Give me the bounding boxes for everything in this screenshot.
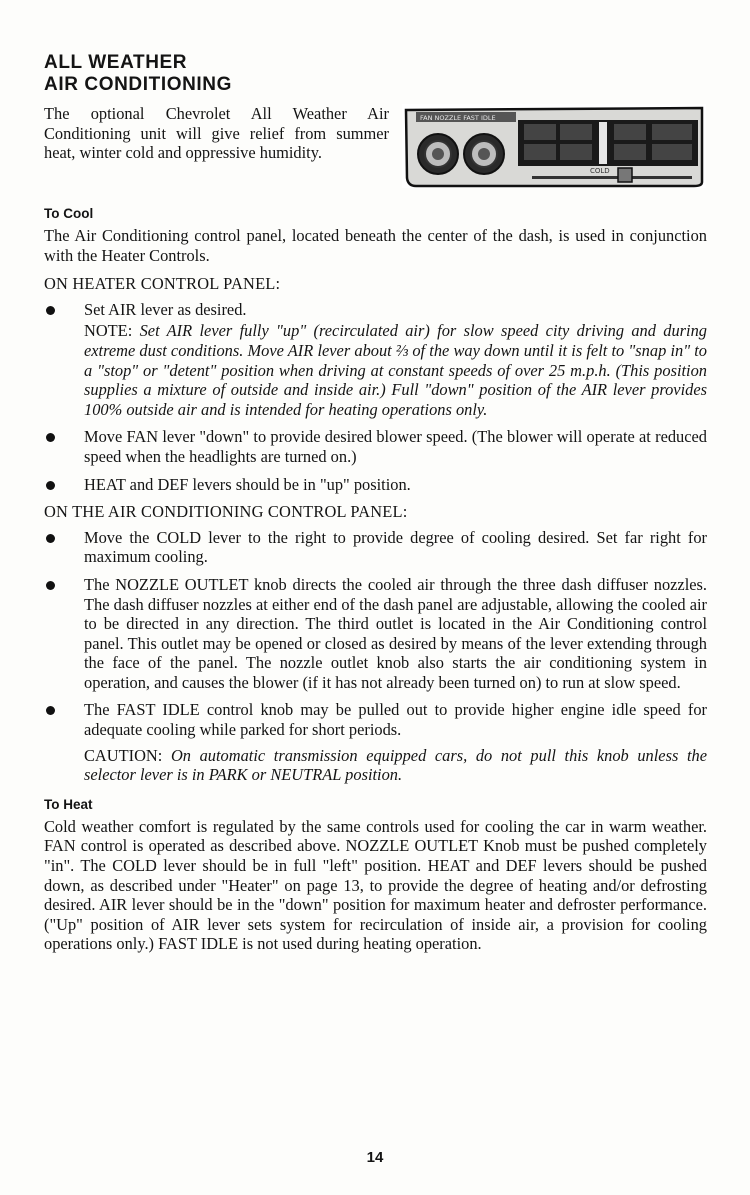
section-heading (44, 52, 232, 96)
bullet-text: Move the COLD lever to the right to provide degree of cooling desired. Set far right for maximum cooling. (84, 527, 707, 567)
list-item (44, 700, 707, 739)
photo-slider-label: COLD (590, 167, 610, 175)
list-item (44, 475, 707, 495)
note-text: Set AIR lever fully "up" (recirculated air) for slow speed city driving and during extreme dust conditions. Move AIR lever about ⅔ of the way down until it is felt to "snap in" to a "stop" or "detent" position when driving at constant speeds of over 25 m.p.h. (This position supplies a mixture of outside and inside air.) Full "down" position of the AIR lever provides 100% outside air and is intended for heating operations only. (84, 321, 707, 419)
to-heat-heading: To Heat (44, 796, 93, 812)
list-item (44, 528, 707, 567)
caution-note (44, 746, 707, 785)
control-panel-photo (402, 104, 706, 188)
intro-paragraph: The optional Chevrolet All Weather Air Conditioning unit will give relief from summer heat, winter cold and oppressive humidity. (44, 104, 389, 163)
bullet-text: The FAST IDLE control knob may be pulled out to provide higher engine idle speed for adequate cooling while parked for short periods. (84, 700, 707, 740)
heading-line-1: ALL WEATHER (44, 52, 188, 73)
bullet-text: The NOZZLE OUTLET knob directs the cooled air through the three dash diffuser nozzles. The dash diffuser nozzles at either end of the dash panel are adjustable, allowing the cooled air to be directed in any direction. The third outlet is located in the Air Conditioning control panel. This outlet may be opened or closed as desired by means of the lever extending through the face of the panel. The nozzle outlet knob also starts the air conditioning system in operation, and causes the blower (if it has not already been turned on) to run at slow speed. (84, 574, 707, 692)
bullet-dot (46, 433, 55, 442)
air-lever-note (84, 321, 707, 419)
heading-line-2: AIR CONDITIONING (44, 74, 232, 95)
heater-panel-heading: ON HEATER CONTROL PANEL: (44, 274, 281, 294)
heat-paragraph: Cold weather comfort is regulated by the same controls used for cooling the car in warm weather. FAN control is operated as described above. NOZZLE OUTLET Knob must be pushed completely "in". The COLD lever should be in full "left" position. HEAT and DEF levers should be pushed down, as described under "Heater" on page 13, to provide the degree of heating and/or defrosting desired. AIR lever should be in the "down" position for maximum heater and defroster performance. ("Up" position of AIR lever sets system for recirculation of inside air, a provision for cooling operations only.) FAST IDLE is not used during heating operation. (44, 816, 707, 954)
bullet-dot (46, 581, 55, 590)
list-item (44, 300, 707, 420)
to-cool-heading: To Cool (44, 206, 94, 221)
main-content (44, 204, 707, 954)
caution-text: On automatic transmission equipped cars, do not pull this knob unless the selector lever is in PARK or NEUTRAL position. (84, 745, 707, 785)
bullet-text: HEAT and DEF levers should be in "up" position. (84, 474, 411, 494)
note-label: NOTE: (84, 321, 133, 341)
bullet-text: Move FAN lever "down" to provide desired blower speed. (The blower will operate at reduced speed when the headlights are turned on.) (84, 427, 707, 466)
bullet-dot (46, 481, 55, 490)
caution-label: CAUTION: (84, 745, 163, 765)
ac-panel-heading: ON THE AIR CONDITIONING CONTROL PANEL: (44, 502, 408, 522)
bullet-dot (46, 534, 55, 543)
cool-intro: The Air Conditioning control panel, located beneath the center of the dash, is used in conjunction with the Heater Controls. (44, 226, 707, 265)
list-item (44, 575, 707, 693)
page-number: 14 (366, 1149, 384, 1166)
bullet-dot (46, 306, 55, 315)
bullet-dot (46, 706, 55, 715)
list-item (44, 427, 707, 466)
photo-top-label: FAN NOZZLE FAST IDLE (420, 114, 496, 122)
bullet-text: Set AIR lever as desired. (84, 299, 247, 319)
